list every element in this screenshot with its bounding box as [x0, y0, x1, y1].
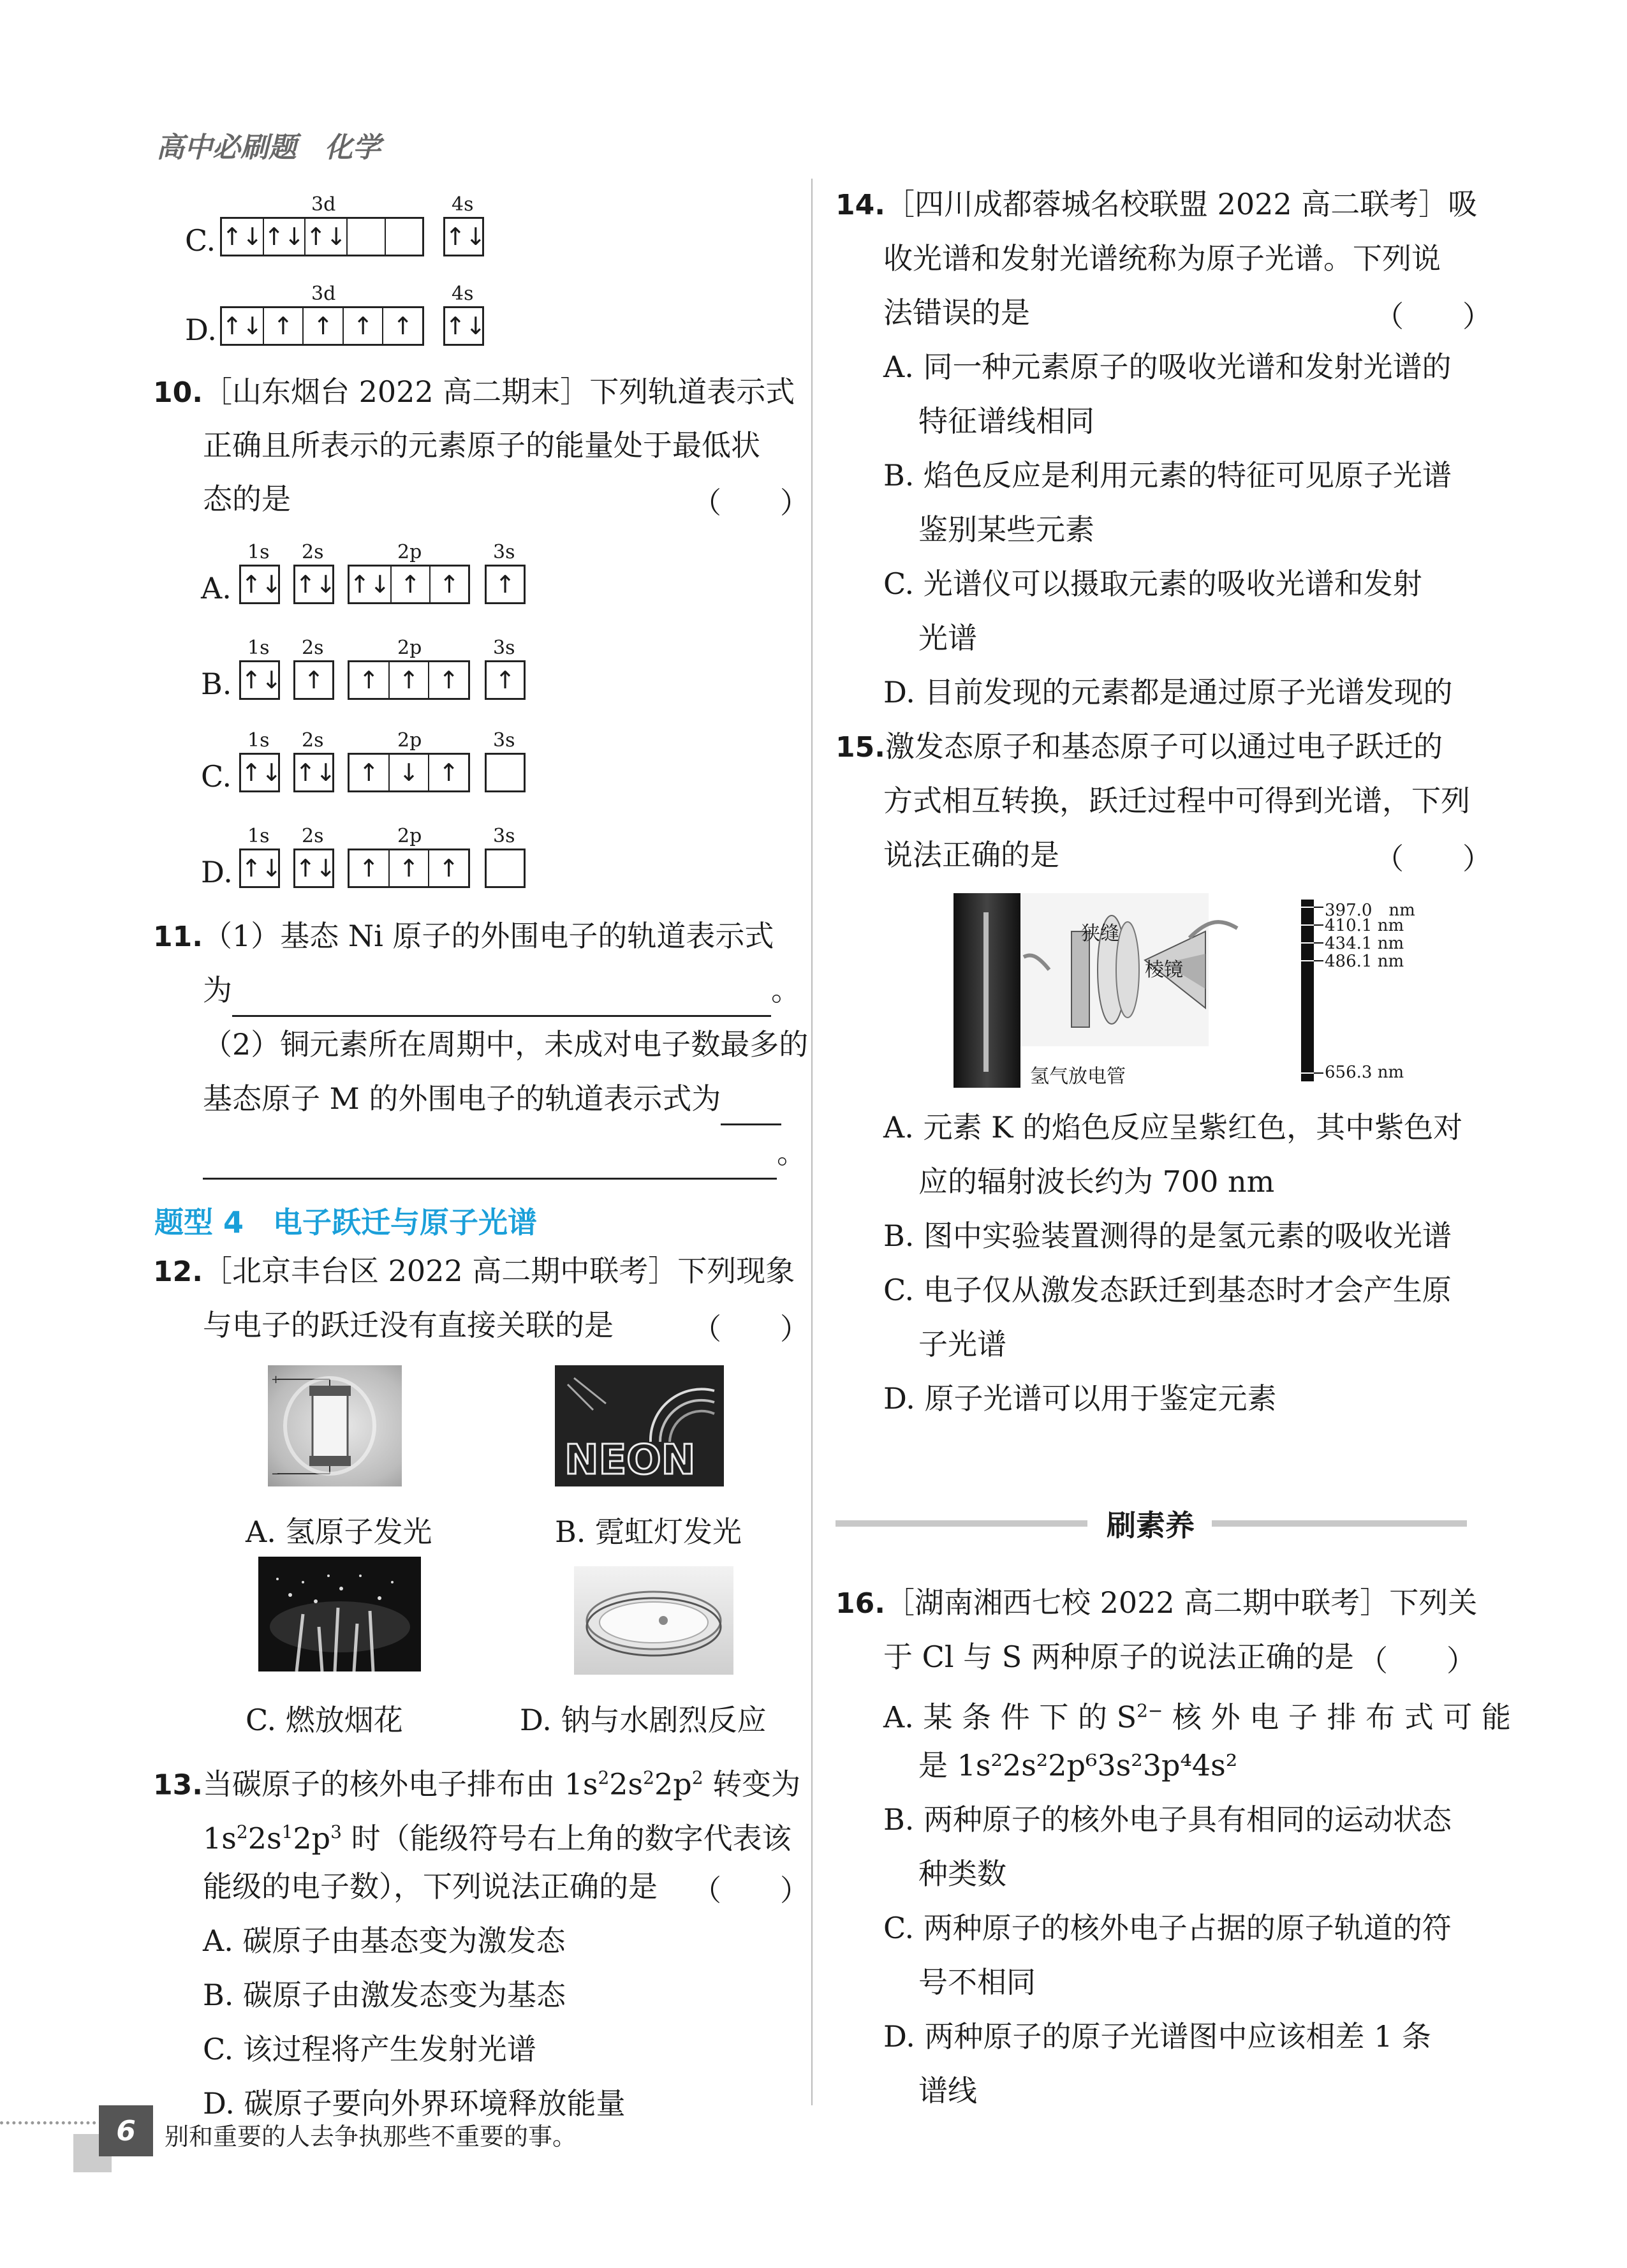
orbital-label: 1s [247, 825, 270, 847]
answer-paren[interactable]: （ ） [692, 1873, 809, 1908]
question-text: 2s [247, 1821, 282, 1856]
option-text-cont: 是 1s²2s²2p⁶3s²3p⁴4s² [918, 1748, 1238, 1783]
superscript: 2 [236, 1821, 248, 1842]
q16-option-c[interactable]: C. 两种原子的核外电子占据的原子轨道的符 [883, 1911, 1452, 1945]
orbital-box [485, 729, 526, 792]
neon-sign-icon [555, 1365, 724, 1486]
orbital-cell: ↑↓ [241, 759, 282, 787]
superscript: 3 [330, 1821, 342, 1842]
orbital-box [348, 729, 470, 792]
question-text: 为 [203, 973, 232, 1007]
q14-option-b[interactable]: B. 焰色反应是利用元素的特征可见原子光谱 [883, 458, 1452, 493]
q10-option-a[interactable] [201, 541, 558, 609]
option-letter: A. [201, 571, 232, 605]
question-text: 基态原子 M 的外围电子的轨道表示式为 [203, 1081, 721, 1116]
wavelength-label: 486.1 nm [1325, 952, 1404, 971]
option-text-cont: 鉴别某些元素 [918, 512, 1094, 547]
question-text: 时（能级符号右上角的数字代表该 [341, 1821, 791, 1856]
orbital-cell: ↑ [390, 850, 430, 886]
orbital-box [293, 825, 336, 888]
orbital-cell: ↑ [392, 312, 413, 340]
orbital-cell: ↑↓ [445, 223, 486, 251]
orbital-label: 3d [311, 283, 336, 305]
orbital-box [239, 541, 282, 604]
question-text: 转变为 [703, 1767, 801, 1802]
question-text: 2p [654, 1767, 692, 1802]
orbital-label: 2s [302, 825, 324, 847]
question-text: （2）铜元素所在周期中，未成对电子数最多的 [203, 1027, 809, 1062]
orbital-cell: ↑↓ [222, 308, 264, 344]
q14-option-c[interactable]: C. 光谱仪可以摄取元素的吸收光谱和发射 [883, 567, 1422, 601]
orbital-cell: ↑↓ [241, 666, 282, 694]
option-text-cont: 号不相同 [918, 1965, 1036, 1999]
question-text: 能级的电子数），下列说法正确的是 [203, 1869, 658, 1904]
option-text-cont: 特征谱线相同 [918, 404, 1094, 438]
orbital-cell: ↑ [264, 308, 304, 344]
option-letter: C. [185, 223, 216, 258]
q16-stem [836, 1576, 1477, 1631]
orbital-box [239, 825, 282, 888]
q10-option-d[interactable] [201, 825, 558, 893]
q11-line5 [203, 1126, 806, 1180]
orbital-cell: ↑↓ [306, 219, 348, 255]
section-rule-right [1212, 1520, 1467, 1527]
superscript: 1 [281, 1821, 293, 1842]
option-text-cont: 种类数 [918, 1857, 1006, 1891]
q15-option-c[interactable]: C. 电子仅从激发态跃迁到基态时才会产生原 [883, 1273, 1452, 1307]
q15-option-a[interactable]: A. 元素 K 的焰色反应呈紫红色，其中紫色对 [883, 1110, 1463, 1145]
orbital-box [293, 729, 336, 792]
neon-text: NEON [564, 1437, 696, 1484]
orbital-cell: ↑ [495, 570, 515, 598]
orbital-label: 1s [247, 541, 270, 563]
question-text: 当碳原子的核外电子排布由 1s [202, 1767, 598, 1802]
q15-option-b[interactable]: B. 图中实验装置测得的是氢元素的吸收光谱 [883, 1219, 1452, 1253]
question-number: 16. [836, 1587, 885, 1620]
q13-option-b[interactable]: B. 碳原子由激发态变为基态 [203, 1978, 566, 2012]
orbital-cell: ↑↓ [295, 759, 336, 787]
orbital-label: 2p [397, 541, 422, 563]
q16-option-d[interactable]: D. 两种原子的原子光谱图中应该相差 1 条 [883, 2019, 1431, 2054]
orbital-cell: ↑ [438, 666, 459, 694]
option-text-cont: 谱线 [918, 2073, 977, 2108]
q9-option-c[interactable] [185, 193, 517, 262]
option-letter: C. [201, 759, 232, 794]
orbital-3d [220, 193, 424, 256]
wavelength-label: 656.3 nm [1325, 1063, 1404, 1082]
orbital-box [348, 541, 470, 604]
orbital-cell: ↑ [304, 308, 344, 344]
answer-paren[interactable]: （ ） [692, 485, 809, 520]
q12-stem [153, 1244, 795, 1299]
footer-motto: 别和重要的人去争执那些不重要的事。 [165, 2123, 577, 2151]
wavelength-label: 434.1 nm [1325, 934, 1404, 953]
orbital-box [239, 729, 282, 792]
question-text: ［山东烟台 2022 高二期末］下列轨道表示式 [202, 374, 795, 409]
q16-option-a[interactable] [883, 1684, 1511, 1744]
q16-option-b[interactable]: B. 两种原子的核外电子具有相同的运动状态 [883, 1802, 1452, 1837]
option-letter: D. [201, 855, 233, 889]
q14-option-d[interactable]: D. 目前发现的元素都是通过原子光谱发现的 [883, 675, 1453, 709]
orbital-cell: ↑ [344, 308, 384, 344]
orbital-box [239, 637, 282, 700]
orbital-4s [443, 193, 486, 256]
orbital-cell: ↑ [390, 662, 430, 698]
orbital-cell [386, 219, 422, 255]
question-number: 11. [153, 921, 203, 953]
q13-option-a[interactable]: A. 碳原子由基态变为激发态 [203, 1923, 566, 1958]
q13-option-c[interactable]: C. 该过程将产生发射光谱 [203, 2032, 536, 2066]
q13-stem [153, 1751, 800, 1812]
option-text-cont: 应的辐射波长约为 700 nm [918, 1164, 1275, 1199]
q11-line4 [203, 1072, 781, 1125]
question-text: 2s [609, 1767, 644, 1802]
orbital-cell: ↑↓ [241, 854, 282, 882]
orbital-cell: ↓ [390, 755, 430, 790]
question-text: 正确且所表示的元素原子的能量处于最低状 [203, 428, 760, 463]
q11-stem [153, 909, 774, 964]
orbital-cell: ↑↓ [445, 312, 486, 340]
orbital-label: 2s [302, 637, 324, 659]
question-text: ［四川成都蓉城名校联盟 2022 高二联考］吸 [885, 187, 1478, 221]
orbital-box [348, 637, 470, 700]
q12-option-b[interactable]: B. 霓虹灯发光 [555, 1515, 742, 1549]
orbital-label: 2p [397, 729, 422, 752]
question-text: ［北京丰台区 2022 高二期中联考］下列现象 [202, 1254, 795, 1288]
orbital-cell [487, 850, 524, 886]
q12-option-a[interactable]: A. 氢原子发光 [246, 1515, 432, 1549]
question-text: 方式相互转换，跃迁过程中可得到光谱，下列 [883, 783, 1470, 818]
question-text: 法错误的是 [883, 295, 1030, 330]
svg-text:−: − [271, 1467, 281, 1481]
hydrogen-tube-image[interactable] [268, 1365, 402, 1486]
section-rule-left [836, 1520, 1087, 1527]
orbital-box [293, 541, 336, 604]
orbital-cell: ↑↓ [241, 570, 282, 598]
section-title: 题型 4 电子跃迁与原子光谱 [154, 1205, 538, 1240]
q15-stem [836, 720, 1443, 775]
q10-option-c[interactable] [201, 729, 558, 797]
answer-blank[interactable] [232, 977, 771, 1017]
question-number: 12. [153, 1256, 203, 1288]
orbital-cell: ↑↓ [350, 567, 392, 602]
running-header: 高中必刷题 化学 [156, 131, 381, 164]
option-text-cont: 子光谱 [918, 1327, 1006, 1361]
orbital-label: 4s [452, 283, 474, 305]
orbital-label: 3s [493, 729, 515, 752]
orbital-label: 1s [247, 729, 270, 752]
q15-option-d[interactable]: D. 原子光谱可以用于鉴定元素 [883, 1381, 1277, 1416]
section-title: 刷素养 [1107, 1508, 1195, 1543]
orbital-3d [220, 283, 424, 346]
q10-option-b[interactable] [201, 637, 558, 705]
footer-dotted-rule [0, 2121, 102, 2124]
svg-text:+: + [271, 1373, 281, 1386]
question-number: 13. [153, 1768, 203, 1802]
superscript: 2 [598, 1767, 610, 1788]
orbital-label: 1s [247, 637, 270, 659]
column-divider [811, 179, 813, 2105]
orbital-label: 3s [493, 541, 515, 563]
prism-label: 棱镜 [1145, 959, 1183, 981]
orbital-cell: ↑↓ [295, 854, 336, 882]
option-letter: D. [185, 313, 217, 347]
orbital-label: 4s [452, 193, 474, 216]
q13-option-d[interactable]: D. 碳原子要向外界环境释放能量 [203, 2086, 626, 2121]
sodium-water-image[interactable] [574, 1566, 733, 1675]
orbital-cell: ↑↓ [295, 570, 336, 598]
petri-dish-icon [574, 1566, 733, 1675]
option-text-cont: 光谱 [918, 621, 977, 655]
hydrogen-spectrum-figure [953, 893, 1425, 1088]
orbital-box [485, 637, 526, 700]
question-text: 1s [203, 1821, 237, 1856]
fireworks-icon [258, 1557, 421, 1671]
orbital-cell: ↑ [304, 666, 324, 694]
discharge-tube-icon [268, 1365, 402, 1486]
orbital-cell: ↑ [439, 570, 460, 598]
orbital-cell: ↑ [438, 759, 459, 787]
superscript: 2 [643, 1767, 654, 1788]
option-letter: B. [201, 667, 232, 701]
superscript: 2− [1137, 1700, 1163, 1721]
orbital-label: 2s [302, 541, 324, 563]
q14-stem [836, 177, 1477, 232]
orbital-label: 3d [311, 193, 336, 216]
answer-paren[interactable]: （ ） [1358, 1643, 1476, 1678]
orbital-cell [487, 755, 524, 790]
orbital-cell: ↑ [350, 850, 390, 886]
neon-light-image[interactable] [555, 1365, 724, 1486]
option-text: A. 某 条 件 下 的 S [883, 1700, 1137, 1735]
answer-blank[interactable] [203, 1139, 777, 1180]
orbital-label: 2p [397, 637, 422, 659]
orbital-box [485, 541, 526, 604]
fireworks-image[interactable] [258, 1557, 421, 1671]
question-text: 与电子的跃迁没有直接关联的是 [203, 1308, 614, 1342]
orbital-cell: ↑ [350, 755, 390, 790]
answer-paren[interactable]: （ ） [692, 1312, 809, 1346]
question-text: 。 [777, 1136, 806, 1170]
orbital-box [485, 825, 526, 888]
orbital-cell [348, 219, 385, 255]
orbital-cell: ↑ [392, 567, 431, 602]
question-text: 收光谱和发射光谱统称为原子光谱。下列说 [883, 241, 1441, 276]
slit-label: 狭缝 [1081, 923, 1119, 945]
question-number: 10. [153, 376, 203, 409]
wavelength-label: 397.0 nm [1325, 901, 1415, 920]
question-text: 。 [771, 973, 800, 1007]
q10-stem [153, 365, 795, 420]
answer-paren[interactable]: （ ） [1374, 841, 1492, 876]
question-text: ［湖南湘西七校 2022 高二期中联考］下列关 [885, 1585, 1478, 1620]
answer-paren[interactable]: （ ） [1374, 299, 1492, 334]
orbital-cell: ↑↓ [264, 219, 306, 255]
orbital-label: 3s [493, 637, 515, 659]
question-number: 14. [836, 189, 885, 221]
question-text: 说法正确的是 [883, 838, 1059, 872]
question-text: （1）基态 Ni 原子的外围电子的轨道表示式 [202, 919, 774, 953]
q11-line2 [203, 963, 800, 1017]
q12-option-c[interactable]: C. 燃放烟花 [246, 1703, 403, 1737]
orbital-cell: ↑ [495, 666, 515, 694]
orbital-label: 2p [397, 825, 422, 847]
q13-line2 [203, 1805, 791, 1865]
option-text: 核 外 电 子 排 布 式 可 能 [1163, 1700, 1511, 1735]
orbital-cell: ↑ [350, 662, 390, 698]
question-text: 态的是 [203, 482, 291, 516]
superscript: 2 [691, 1767, 703, 1788]
orbital-box [348, 825, 470, 888]
question-text: 于 Cl 与 S 两种原子的说法正确的是 [883, 1640, 1354, 1674]
answer-blank[interactable] [721, 1085, 781, 1125]
orbital-label: 3s [493, 825, 515, 847]
question-number: 15. [836, 731, 885, 764]
orbital-cell: ↑ [438, 854, 459, 882]
page-number: 6 [99, 2105, 153, 2156]
question-text: 2p [293, 1821, 331, 1856]
question-text: 激发态原子和基态原子可以通过电子跃迁的 [885, 729, 1443, 764]
wavelength-label: 410.1 nm [1325, 916, 1404, 935]
q12-option-d[interactable]: D. 钠与水剧烈反应 [520, 1703, 767, 1737]
orbital-label: 2s [302, 729, 324, 752]
tube-label: 氢气放电管 [1030, 1065, 1126, 1088]
orbital-4s [443, 283, 486, 346]
q9-option-d[interactable] [185, 283, 517, 351]
orbital-box [293, 637, 334, 700]
q14-option-a[interactable]: A. 同一种元素原子的吸收光谱和发射光谱的 [883, 350, 1452, 384]
orbital-cell: ↑↓ [222, 219, 264, 255]
